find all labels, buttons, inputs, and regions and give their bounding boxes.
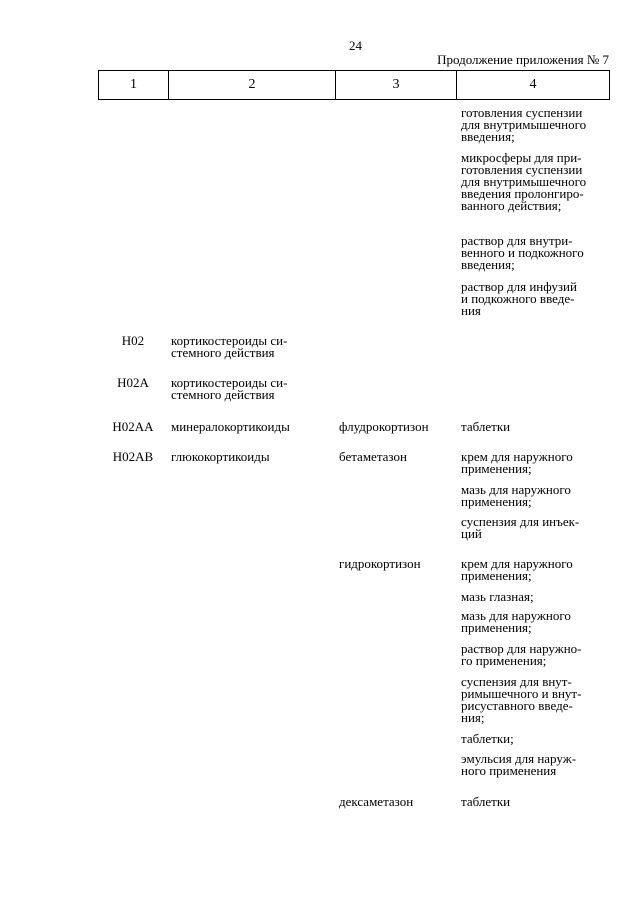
form-line: применения;	[461, 568, 532, 583]
group-name: глюкокортикоиды	[171, 449, 270, 464]
atc-code: H02	[121, 333, 145, 348]
form-line: мазь для наружного	[461, 482, 571, 497]
group-name-line: стемного действия	[171, 345, 275, 360]
form-line: раствор для наружно-	[461, 641, 582, 656]
form-line: для внутримышечного	[461, 117, 587, 132]
group-name-line: кортикостероиды си-	[171, 375, 288, 390]
group-name-line: стемного действия	[171, 387, 275, 402]
dosage-form: таблетки	[461, 419, 511, 434]
group-name: минералокортикоиды	[171, 419, 290, 434]
form-line: введения;	[461, 257, 515, 272]
form-line: ванного действия;	[461, 198, 562, 213]
form-line: готовления суспензии	[461, 105, 583, 120]
form-line: ния;	[461, 710, 485, 725]
form-line: го применения;	[461, 653, 547, 668]
atc-code: H02AA	[112, 419, 154, 434]
drug-name: бетаметазон	[339, 449, 407, 464]
group-name-line: кортикостероиды си-	[171, 333, 288, 348]
form-line: применения;	[461, 461, 532, 476]
drug-name: гидрокортизон	[339, 556, 421, 571]
page-number: 24	[349, 38, 362, 53]
form-line: эмульсия для наруж-	[461, 751, 577, 766]
form-line: крем для наружного	[461, 556, 573, 571]
drug-name: флудрокортизон	[339, 419, 429, 434]
form-line: римышечного и внут-	[461, 686, 582, 701]
form-line: рисуставного введе-	[461, 698, 573, 713]
form-line: таблетки;	[461, 731, 514, 746]
appendix-continuation: Продолжение приложения № 7	[437, 52, 609, 67]
form-line: ния	[461, 303, 481, 318]
column-header-1: 1	[99, 71, 169, 99]
form-line: для внутримышечного	[461, 174, 587, 189]
form-line: применения;	[461, 494, 532, 509]
dosage-form: таблетки	[461, 794, 511, 809]
form-line: раствор для внутри-	[461, 233, 573, 248]
form-line: ного применения	[461, 763, 557, 778]
form-line: ций	[461, 526, 482, 541]
form-line: и подкожного введе-	[461, 291, 575, 306]
column-header-row	[98, 70, 610, 100]
form-line: введения пролонгиро-	[461, 186, 584, 201]
column-header-4: 4	[529, 77, 537, 92]
form-line: суспензия для внут-	[461, 674, 572, 689]
form-line: готовления суспензии	[461, 162, 583, 177]
column-header-2: 2	[169, 71, 336, 99]
column-header-3: 3	[336, 71, 457, 99]
atc-code: H02AB	[112, 449, 154, 464]
form-line: венного и подкожного	[461, 245, 584, 260]
drug-name: дексаметазон	[339, 794, 414, 809]
form-line: суспензия для инъек-	[461, 514, 580, 529]
form-line: раствор для инфузий	[461, 279, 577, 294]
form-line: применения;	[461, 620, 532, 635]
atc-code: H02A	[117, 375, 149, 390]
form-line: микросферы для при-	[461, 150, 582, 165]
form-line: введения;	[461, 129, 515, 144]
form-line: крем для наружного	[461, 449, 573, 464]
form-line: мазь глазная;	[461, 589, 534, 604]
form-line: мазь для наружного	[461, 608, 571, 623]
